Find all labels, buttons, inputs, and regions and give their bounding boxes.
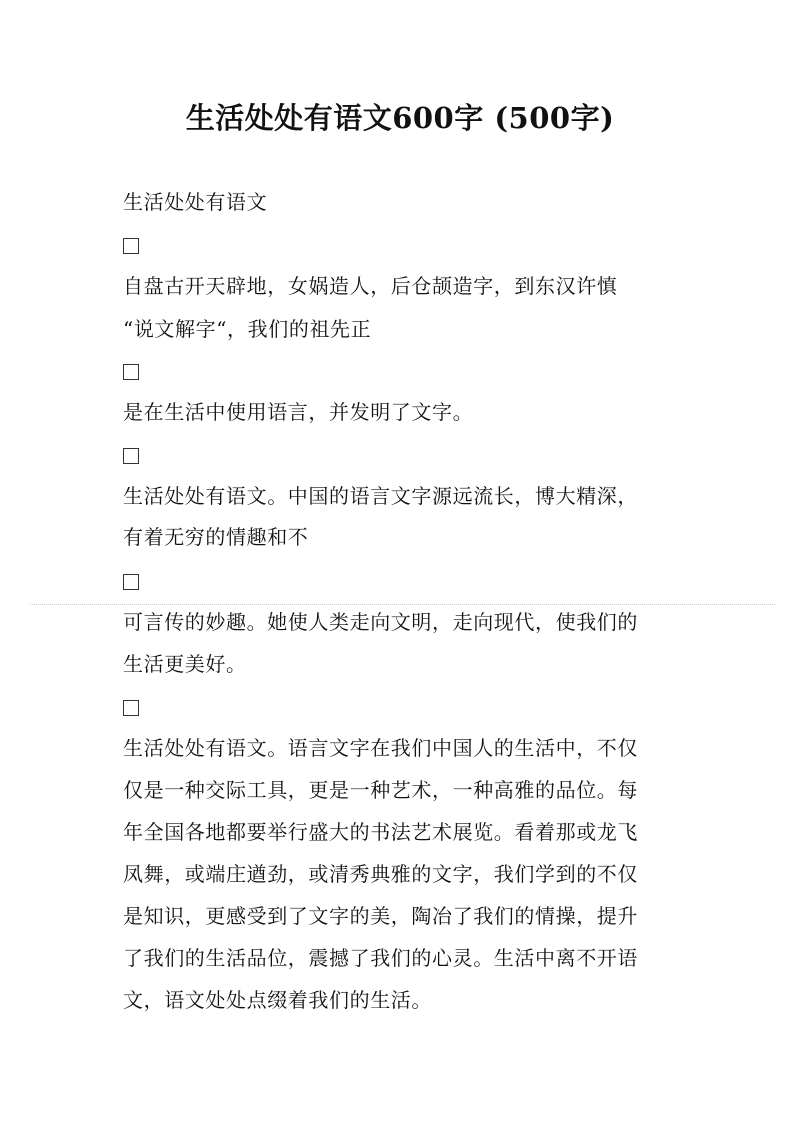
paragraph-line: 生活处处有语文。中国的语言文字源远流长，博大精深，	[123, 484, 638, 508]
page-title: 生活处处有语文600字 (500字)	[185, 101, 615, 135]
paragraph-line: 了我们的生活品位，震撼了我们的心灵。生活中离不开语	[123, 946, 638, 970]
checkbox-3[interactable]	[123, 448, 139, 464]
section-heading: 生活处处有语文	[123, 190, 268, 214]
paragraph-line: “说文解字“，我们的祖先正	[123, 317, 372, 341]
checkbox-1[interactable]	[123, 238, 139, 254]
paragraph-line: 有着无穷的情趣和不	[123, 525, 309, 549]
paragraph-line: 仅是一种交际工具，更是一种艺术，一种高雅的品位。每	[123, 778, 638, 802]
paragraph-line: 年全国各地都要举行盛大的书法艺术展览。看着那或龙飞	[123, 820, 638, 844]
checkbox-4[interactable]	[123, 574, 139, 590]
paragraph-line: 可言传的妙趣。她使人类走向文明，走向现代，使我们的	[123, 610, 638, 634]
checkbox-2[interactable]	[123, 364, 139, 380]
paragraph-line: 生活更美好。	[123, 652, 247, 676]
page-divider	[30, 604, 775, 605]
paragraph-line: 凤舞，或端庄遒劲，或清秀典雅的文字，我们学到的不仅	[123, 862, 638, 886]
paragraph-line: 是在生活中使用语言，并发明了文字。	[123, 400, 474, 424]
paragraph-line: 自盘古开天辟地，女娲造人，后仓颉造字，到东汉许慎	[123, 274, 618, 298]
paragraph-line: 文，语文处处点缀着我们的生活。	[123, 988, 432, 1012]
checkbox-5[interactable]	[123, 700, 139, 716]
paragraph-line: 是知识，更感受到了文字的美，陶冶了我们的情操，提升	[123, 904, 638, 928]
paragraph-line: 生活处处有语文。语言文字在我们中国人的生活中，不仅	[123, 736, 638, 760]
